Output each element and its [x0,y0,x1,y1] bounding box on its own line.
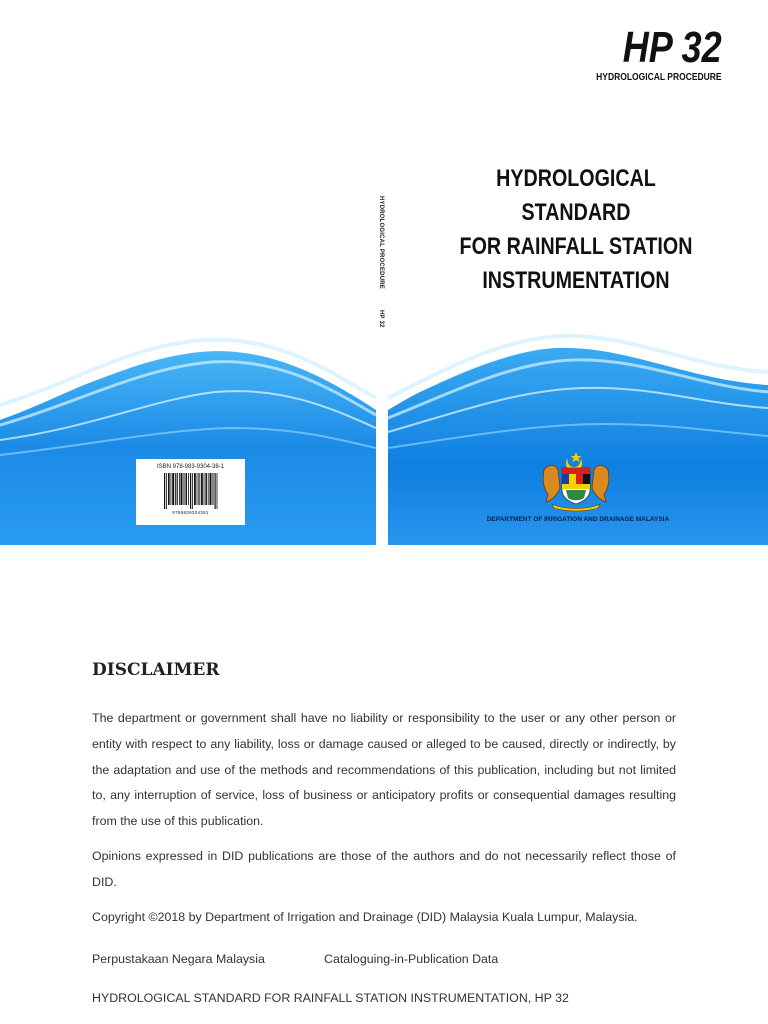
isbn-barcode [136,459,245,525]
disclaimer-heading: DISCLAIMER [92,660,220,680]
spine-series-label: HYDROLOGICAL PROCEDURE [378,196,384,289]
catalog-title-line: HYDROLOGICAL STANDARD FOR RAINFALL STATION INSTRUMENTATION, HP 32 [92,991,569,1006]
publication-code: HP 32 [623,23,722,72]
opinion-paragraph: Opinions expressed in DID publications are those of the authors and do not necessarily reflect those of DID. [92,848,676,889]
coat-of-arms-icon [538,450,614,512]
barcode-icon [164,473,218,509]
catalog-row [92,947,676,972]
cover-title [430,162,722,298]
publication-series: HYDROLOGICAL PROCEDURE [596,72,722,83]
copyright-line: Copyright ©2018 by Department of Irrigation and Drainage (DID) Malaysia Kuala Lumpur, Malaysia. [92,909,638,924]
cip-label: Cataloguing-in-Publication Data [324,952,499,967]
isbn-text: ISBN 978-983-9304-38-1 [156,464,225,470]
cover-title-line: INSTRUMENTATION [482,267,670,294]
barcode-digits: 9789839304381 [172,510,209,515]
disclaimer-section [92,660,676,1011]
library-name: Perpustakaan Negara Malaysia [92,952,265,967]
spine-code-label: HP 32 [378,310,384,328]
disclaimer-paragraph: The department or government shall have no liability or responsibility to the user or any other person or entity with respect to any liability, loss or damage caused or alleged to be caused, directly or indirectly, by the adaptation and use of the methods and recommendations of this publication, including but not limited to, any interruption of service, loss of business or anticipatory profits or consequential damages resulting from the use of this publication. [92,711,676,829]
cover-title-line: HYDROLOGICAL STANDARD [496,165,656,226]
department-name: DEPARTMENT OF IRRIGATION AND DRAINAGE MALAYSIA [486,516,670,523]
cover-title-line: FOR RAINFALL STATION [459,233,693,260]
